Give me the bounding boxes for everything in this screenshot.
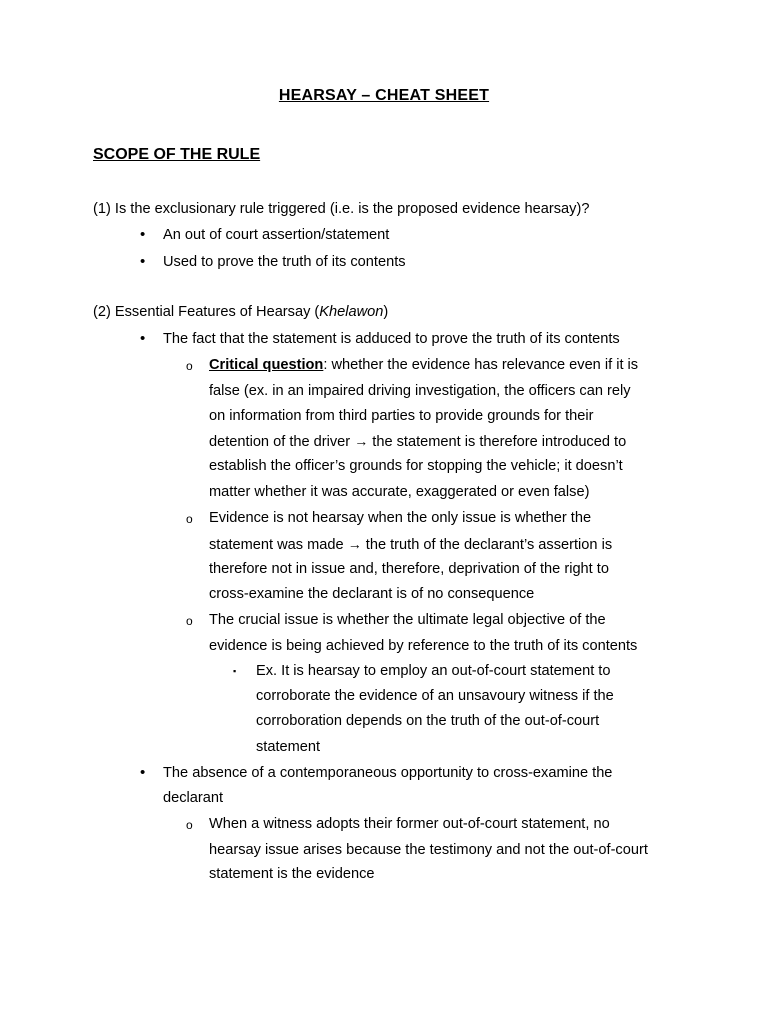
arrow-icon: → (354, 433, 369, 449)
sub4-line-2: hearsay issue arises because the testimony and not the out-of-court (209, 842, 648, 858)
critical-question-line-1 (209, 355, 638, 375)
q2-heading-suffix: ) (383, 304, 389, 320)
sub-bullet-marker: o (186, 359, 193, 373)
sub4-line-1: When a witness adopts their former out-of-court statement, no (209, 816, 610, 832)
critical-question-line-3: on information from third parties to provide grounds for their (209, 408, 594, 424)
text-span: detention of the driver (209, 434, 355, 450)
text-span: the statement is therefore introduced to (368, 434, 627, 450)
square-bullet-marker: ▪ (233, 666, 237, 676)
arrow-icon: → (347, 536, 362, 552)
sub2-line-4: cross-examine the declarant is of no consequence (209, 586, 535, 602)
q1-bullet-1: An out of court assertion/statement (163, 227, 390, 243)
q2-bullet-2-line-2: declarant (163, 790, 224, 806)
sub3-line-1: The crucial issue is whether the ultimate legal objective of the (209, 612, 606, 628)
critical-question-line-5: establish the officer’s grounds for stopping the vehicle; it doesn’t (209, 458, 623, 474)
example-line-3: corroboration depends on the truth of the out-of-court (256, 713, 600, 729)
sub3-line-2: evidence is being achieved by reference to the truth of its contents (209, 638, 638, 654)
critical-question-line-6: matter whether it was accurate, exaggerated or even false) (209, 484, 590, 500)
bullet-marker: • (140, 764, 146, 781)
sub2-line-3: therefore not in issue and, therefore, deprivation of the right to (209, 561, 609, 577)
sub-bullet-marker: o (186, 614, 193, 628)
bullet-marker: • (140, 226, 146, 243)
question-1-heading: (1) Is the exclusionary rule triggered (i.e. is the proposed evidence hearsay)? (93, 201, 590, 217)
document-title: HEARSAY – CHEAT SHEET (278, 87, 490, 104)
question-2-heading (93, 302, 388, 322)
sub4-line-3: statement is the evidence (209, 866, 375, 882)
text-span: statement was made (209, 537, 348, 553)
section-heading: SCOPE OF THE RULE (93, 146, 261, 163)
q2-bullet-1: The fact that the statement is adduced to prove the truth of its contents (163, 331, 620, 347)
text-span: the truth of the declarant’s assertion is (361, 537, 613, 553)
sub-bullet-marker: o (186, 512, 193, 526)
sub2-line-1: Evidence is not hearsay when the only issue is whether the (209, 510, 592, 526)
critical-question-line-2: false (ex. in an impaired driving investigation, the officers can rely (209, 383, 631, 399)
bullet-marker: • (140, 330, 146, 347)
q1-bullet-2: Used to prove the truth of its contents (163, 254, 406, 270)
critical-question-line-4 (209, 431, 626, 452)
example-line-2: corroborate the evidence of an unsavoury witness if the (256, 688, 614, 704)
sub2-line-2 (209, 534, 612, 555)
example-line-4: statement (256, 739, 321, 755)
case-name: Khelawon (319, 304, 384, 320)
q2-heading-prefix: (2) Essential Features of Hearsay ( (93, 304, 320, 320)
example-line-1: Ex. It is hearsay to employ an out-of-court statement to (256, 663, 611, 679)
critical-question-text: : whether the evidence has relevance even if it is (323, 357, 639, 373)
q2-bullet-2-line-1: The absence of a contemporaneous opportunity to cross-examine the (163, 765, 613, 781)
bullet-marker: • (140, 253, 146, 270)
sub-bullet-marker: o (186, 818, 193, 832)
critical-question-label: Critical question (209, 357, 324, 373)
